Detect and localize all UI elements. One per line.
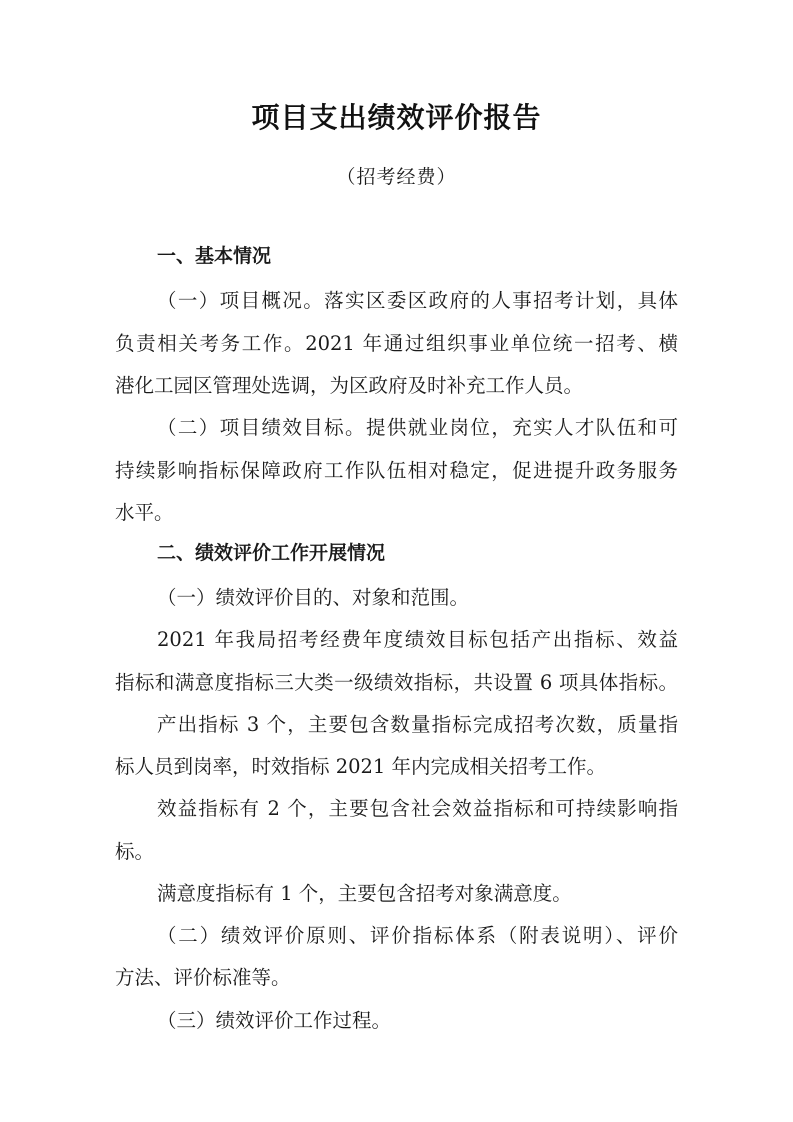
paragraph-line: 效益指标有 2 个，主要包含社会效益指标和可持续影响指	[157, 797, 678, 820]
paragraph-line: 2021 年我局招考经费年度绩效目标包括产出指标、效益	[157, 628, 678, 651]
section-heading-basic-info: 一、基本情况	[157, 245, 272, 267]
paragraph-line: （一）项目概况。落实区委区政府的人事招考计划，具体	[157, 289, 678, 312]
paragraph-line: 港化工园区管理处选调，为区政府及时补充工作人员。	[115, 374, 584, 397]
paragraph-line: （三）绩效评价工作过程。	[157, 1009, 392, 1032]
paragraph-line: 标人员到岗率，时效指标 2021 年内完成相关招考工作。	[115, 755, 607, 778]
document-title: 项目支出绩效评价报告	[251, 101, 542, 134]
paragraph-line: 负责相关考务工作。2021 年通过组织事业单位统一招考、横	[115, 332, 678, 355]
paragraph-line: 持续影响指标保障政府工作队伍相对稳定，促进提升政务服务	[115, 459, 678, 482]
document-subtitle: （招考经费）	[336, 166, 457, 188]
paragraph-line: 方法、评价标准等。	[115, 966, 291, 989]
paragraph-line: 产出指标 3 个，主要包含数量指标完成招考次数，质量指	[157, 713, 678, 736]
paragraph-line: 满意度指标有 1 个，主要包含招考对象满意度。	[157, 882, 572, 905]
paragraph-line: （二）项目绩效目标。提供就业岗位，充实人才队伍和可	[157, 416, 678, 439]
paragraph-line: 标。	[115, 840, 155, 863]
paragraph-line: （一）绩效评价目的、对象和范围。	[157, 586, 470, 609]
paragraph-line: 水平。	[115, 501, 174, 524]
section-heading-evaluation: 二、绩效评价工作开展情况	[157, 542, 386, 564]
paragraph-line: （二）绩效评价原则、评价指标体系（附表说明）、评价	[157, 924, 678, 947]
paragraph-line: 指标和满意度指标三大类一级绩效指标，共设置 6 项具体指标。	[115, 671, 678, 694]
